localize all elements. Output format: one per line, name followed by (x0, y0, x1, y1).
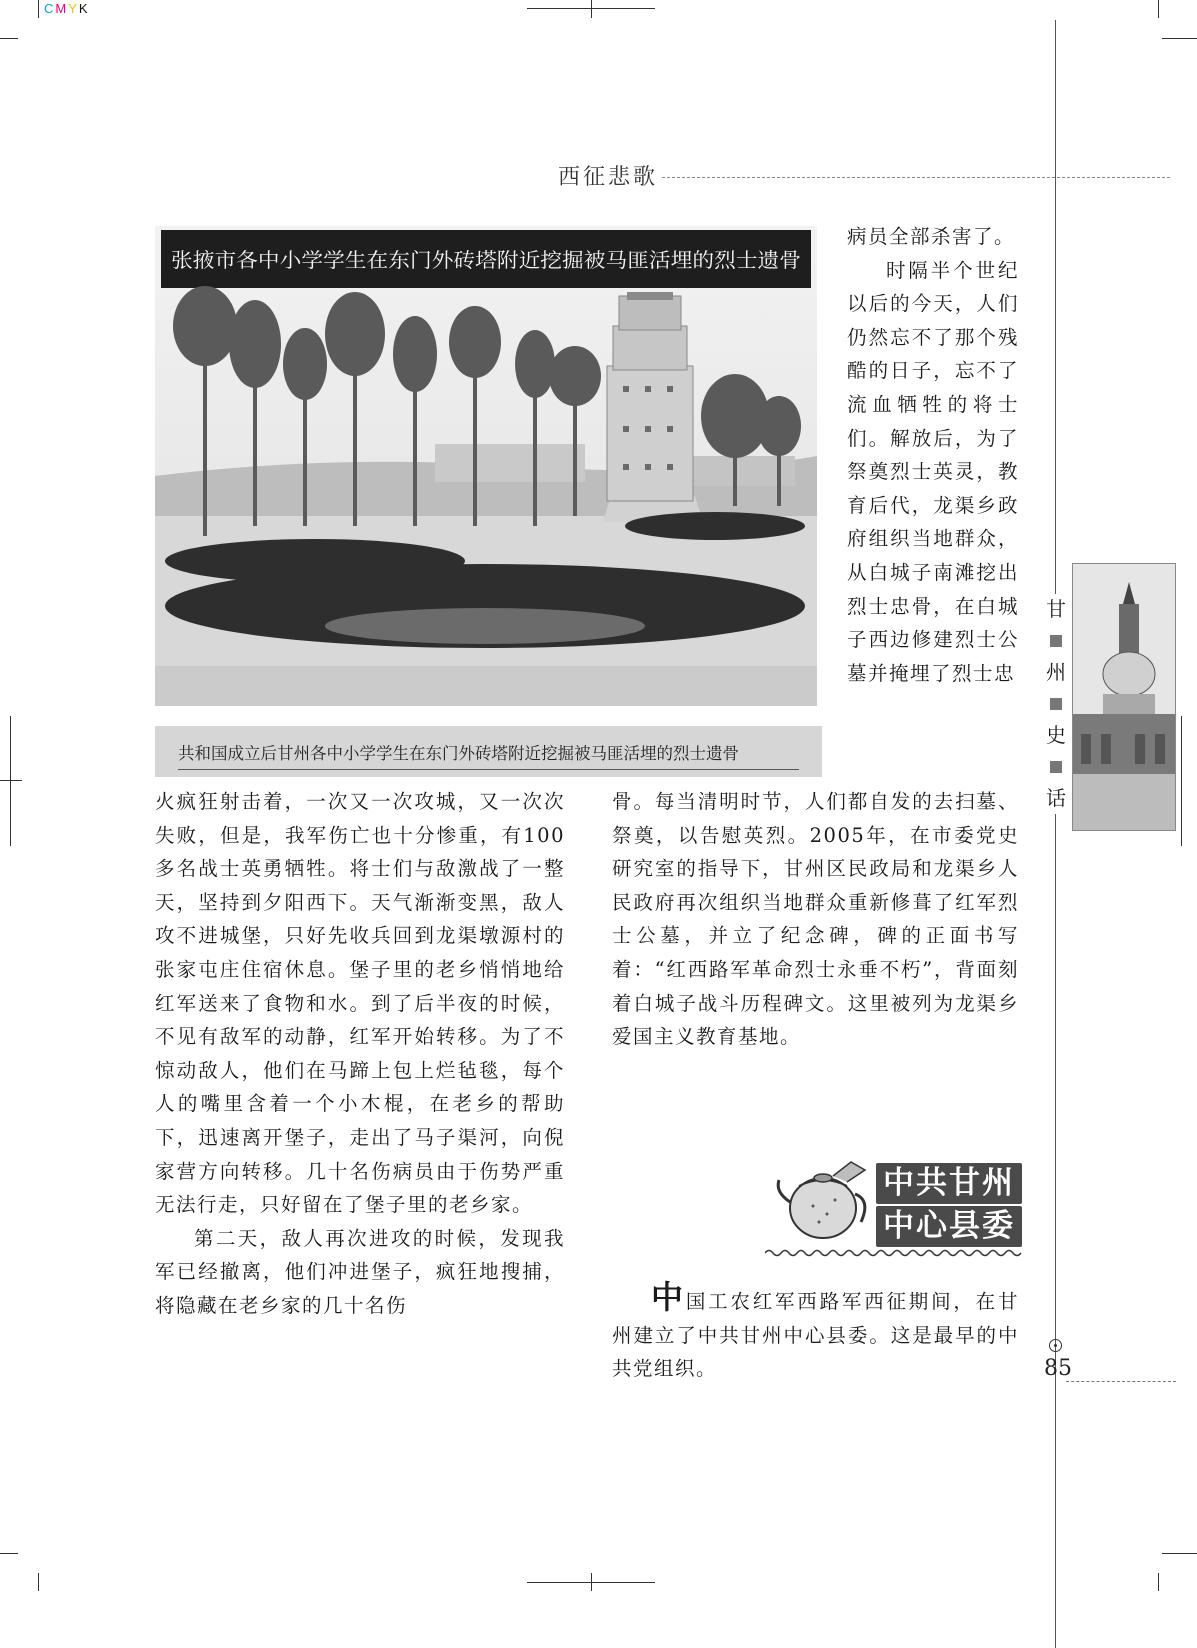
side-tab-image (1072, 563, 1176, 831)
paragraph: 火疯狂射击着，一次又一次攻城，又一次次失败，但是，我军伤亡也十分惨重，有100多名战士英勇牺牲。将士们与敌激战了一整天，坚持到夕阳西下。天气渐渐变黑，敌人攻不进城堡，只好先收兵回到龙渠墩源村的张家屯庄住宿休息。堡子里的老乡悄悄地给红军送来了食物和水。到了后半夜的时候，不见有敌军的动静，红军开始转移。为了不惊动敌人，他们在马蹄上包上烂毡毯，每个人的嘴里含着一个小木棍，在老乡的帮助下，迅速离开堡子，走出了马子渠河，向倪家营方向转移。几十名伤病员由于伤势严重无法行走，只好留在了堡子里的老乡家。 (155, 790, 565, 1217)
paragraph: 时隔半个世纪以后的今天，人们仍然忘不了那个残酷的日子，忘不了流血牺牲的将士们。解放后，为了祭奠烈士英灵，教育后代，龙渠乡政府组织当地群众，从白城子南滩挖出烈士忠骨，在白城子西边修建烈士公墓并掩埋了烈士忠 (847, 258, 1019, 685)
crop-mark (38, 1573, 39, 1591)
cmyk-registration-label: CMYK (44, 1, 90, 16)
paragraph: 病员全部杀害了。 (847, 225, 1016, 248)
square-bullet (1050, 761, 1062, 773)
crop-mark (1181, 716, 1182, 846)
crop-mark (1158, 0, 1159, 18)
caption-underline (178, 769, 799, 770)
crop-mark (1162, 1553, 1197, 1554)
crop-mark (1162, 38, 1197, 39)
paragraph: 骨。每当清明时节，人们都自发的去扫墓、祭奠，以告慰英烈。2005年，在市委党史研究室的指导下，甘州区民政局和龙渠乡人民政府再次组织当地群众重新修葺了红军烈士公墓，并立了纪念碑，碑的正面书写着：“红西路军革命烈士永垂不朽”，背面刻着白城子战斗历程碑文。这里被列为龙渠乡爱国主义教育基地。 (612, 790, 1019, 1049)
square-bullet (1050, 635, 1062, 647)
crop-mark (1158, 1573, 1159, 1591)
side-tab-char: 甘 (1046, 597, 1066, 621)
photo-caption: 共和国成立后甘州各中小学学生在东门外砖塔附近挖掘被马匪活埋的烈士遗骨 (178, 744, 739, 763)
side-tab-char: 话 (1046, 786, 1066, 810)
crop-mark (591, 0, 592, 18)
teapot-icon (773, 1156, 873, 1248)
dropcap: 中 (651, 1278, 686, 1316)
article-column-left (155, 785, 565, 1323)
page-number-ornament (1049, 1339, 1062, 1352)
crop-mark (38, 0, 39, 18)
footer-dashed-rule (1066, 1381, 1176, 1382)
crop-mark (10, 716, 11, 846)
photo-banner-text: 张掖市各中小学学生在东门外砖塔附近挖掘被马匪活埋的烈士遗骨 (171, 248, 801, 272)
section-body (612, 1278, 1019, 1386)
section-heading-line2: 中心县委 (876, 1206, 1022, 1247)
crop-mark (591, 1573, 592, 1591)
section-text: 国工农红军西路军西征期间，在甘州建立了中共甘州中心县委。这是最早的中共党组织。 (612, 1290, 1019, 1381)
header-dashed-rule (662, 177, 1170, 178)
crop-mark (0, 780, 22, 781)
side-tab-label (1043, 594, 1069, 814)
side-tab-char: 史 (1046, 723, 1066, 747)
section-wave-rule (765, 1248, 1023, 1258)
paragraph (612, 1278, 1019, 1386)
article-column-right-top (847, 220, 1019, 690)
crop-mark (0, 38, 18, 39)
page-number: 85 (1044, 1356, 1072, 1381)
side-tab-char: 州 (1046, 660, 1066, 684)
paragraph: 第二天，敌人再次进攻的时候，发现我军已经撤离，他们冲进堡子，疯狂地搜捕，将隐藏在老乡家的几十名伤 (155, 1226, 565, 1317)
square-bullet (1050, 698, 1062, 710)
running-header-title: 西征悲歌 (558, 165, 659, 190)
crop-mark (0, 1553, 18, 1554)
article-column-right (612, 785, 1019, 1054)
section-heading-line1: 中共甘州 (876, 1163, 1022, 1204)
margin-vertical-rule (1055, 20, 1056, 1648)
historical-photo (155, 226, 817, 706)
photo-illustration (155, 226, 817, 706)
